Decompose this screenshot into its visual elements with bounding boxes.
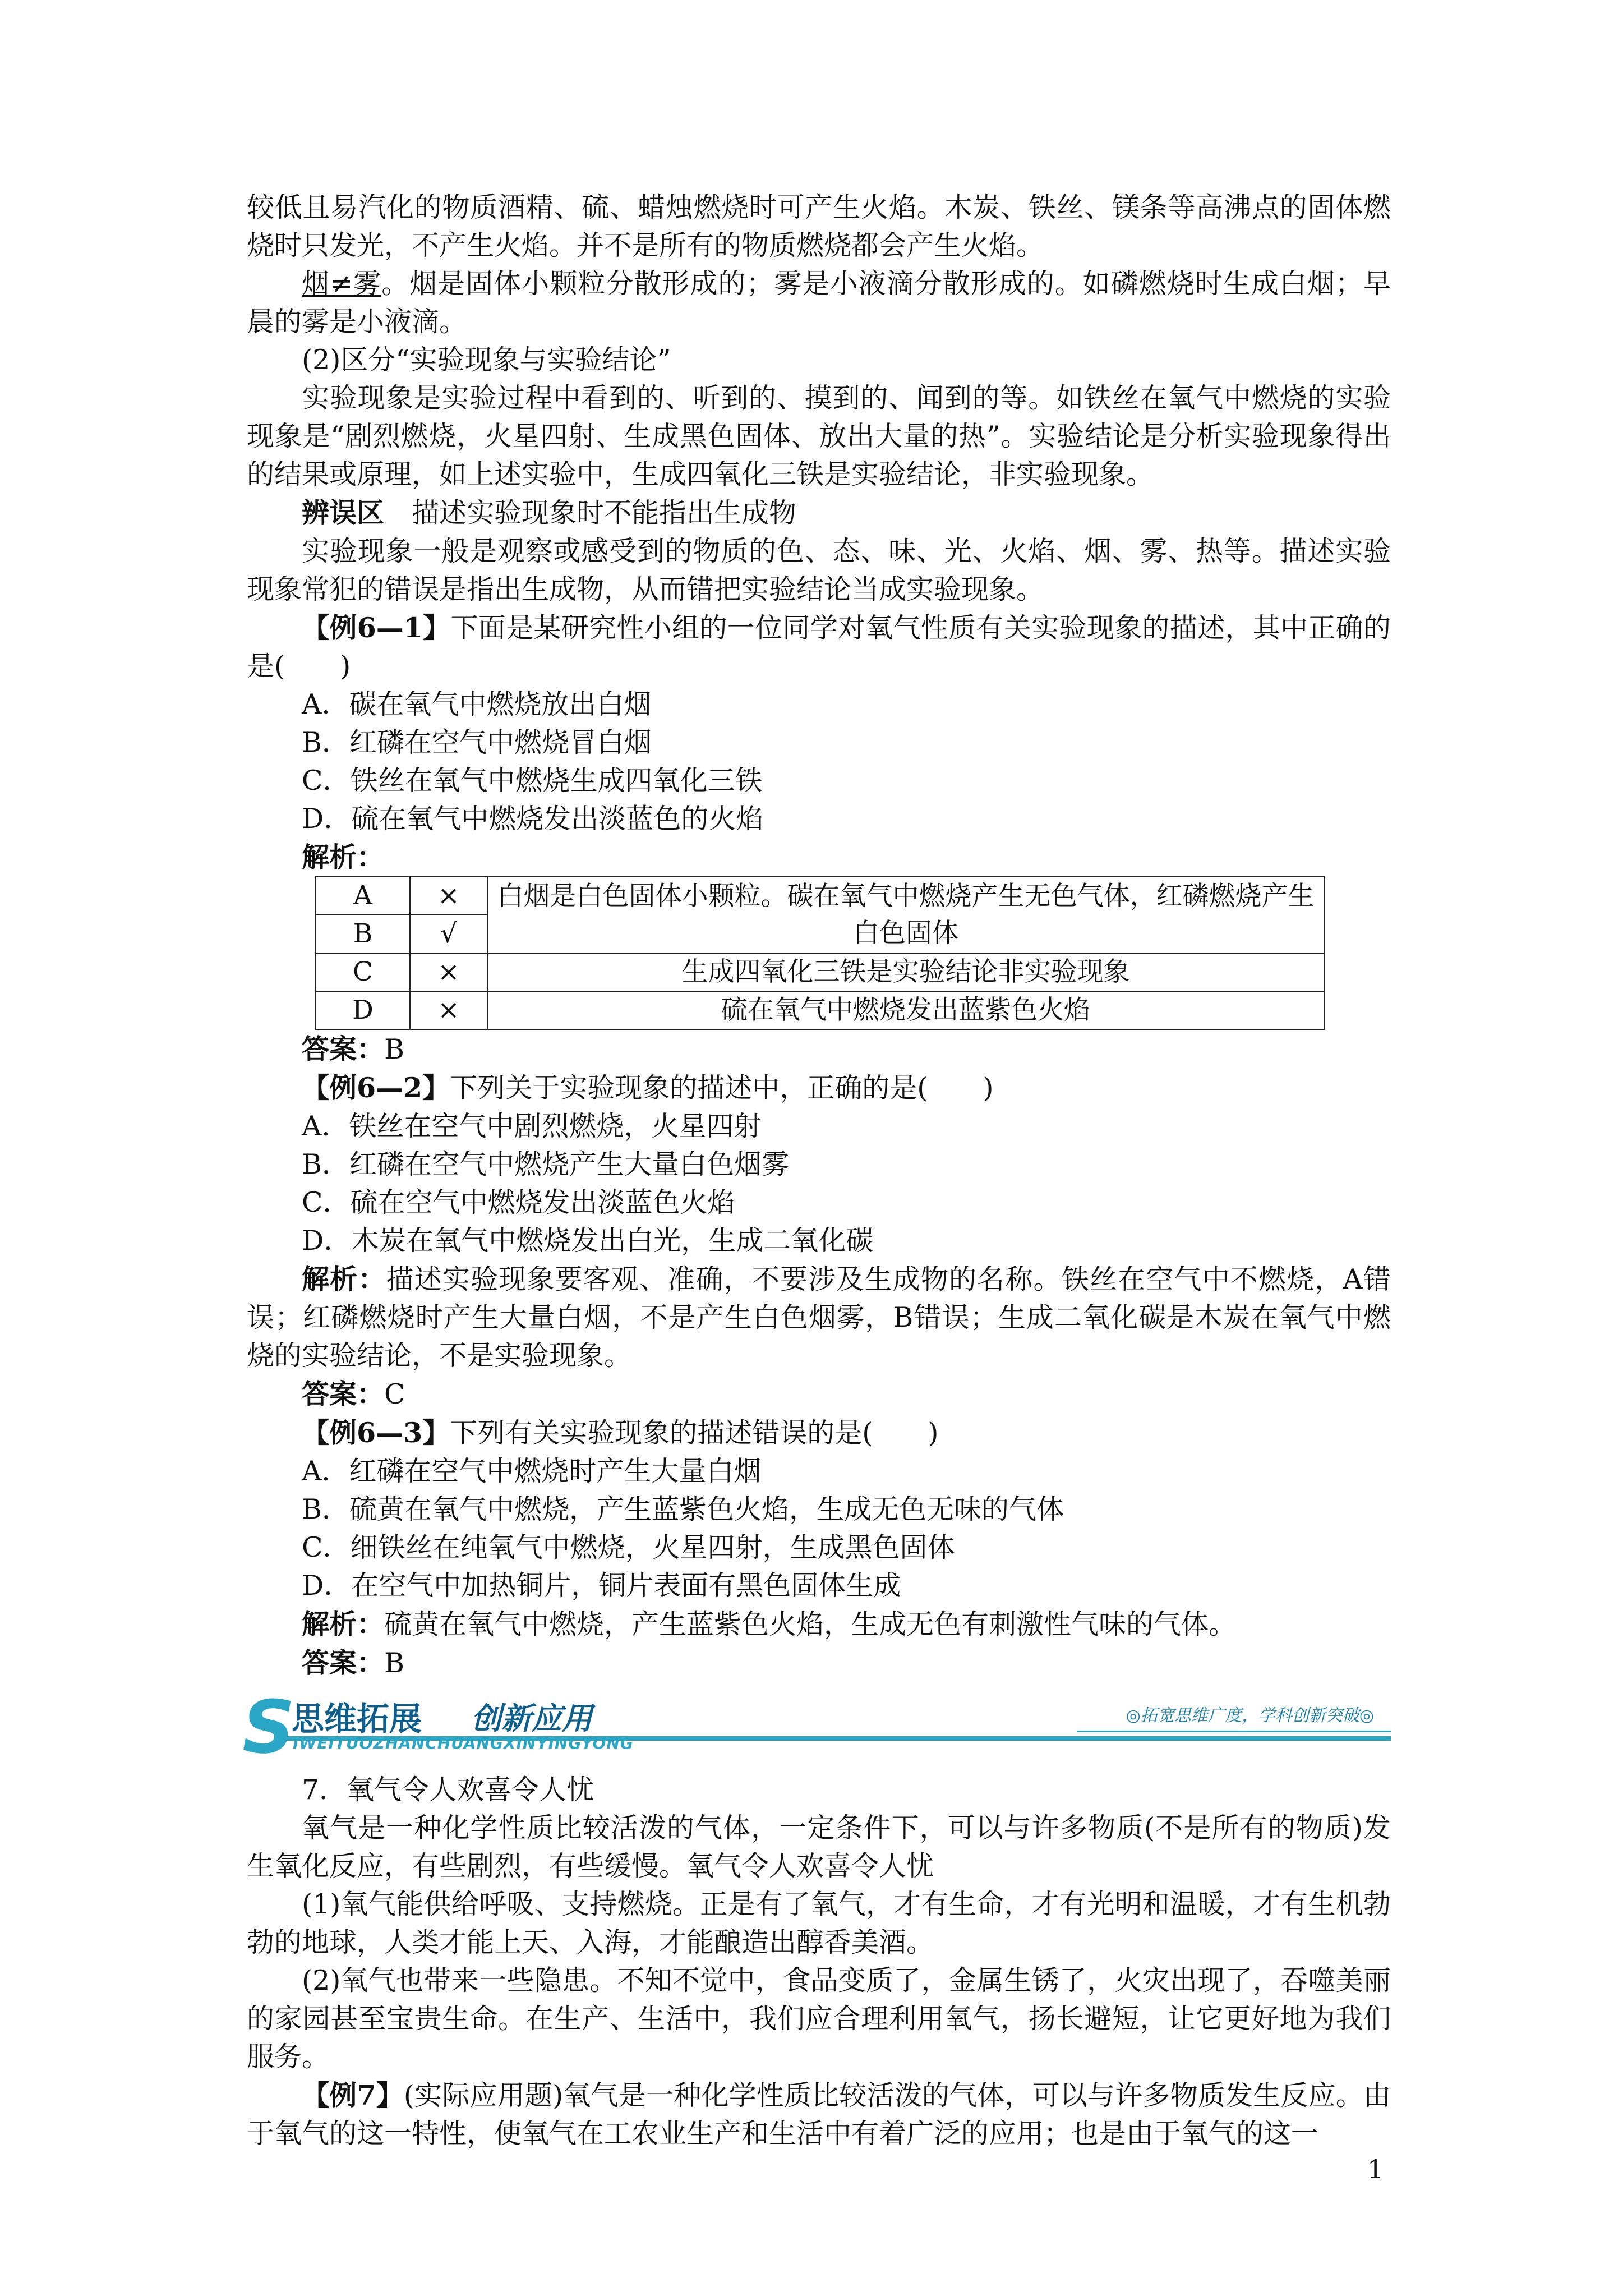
example-6-2-text: 下列关于实验现象的描述中，正确的是( ) bbox=[450, 1072, 994, 1104]
example-6-1-option-b: B．红磷在空气中燃烧冒白烟 bbox=[302, 726, 652, 758]
example-6-3-label: 【例6—3】 bbox=[302, 1416, 450, 1449]
table-row bbox=[316, 991, 1324, 1029]
section-banner bbox=[242, 1685, 1391, 1770]
example-7-text: (实际应用题)氧气是一种化学性质比较活泼的气体，可以与许多物质发生反应。由于氧气的这一特性，使氧气在工农业生产和生活中有着广泛的应用；也是由于氧气的这一 bbox=[247, 2079, 1391, 2150]
banner-slogan: ◎拓宽思维广度，学科创新突破◎ bbox=[1126, 1706, 1374, 1726]
paragraph-smoke-fog bbox=[247, 265, 1391, 341]
example-6-3-question bbox=[247, 1414, 1391, 1452]
table-cell-option: B bbox=[316, 915, 410, 953]
example-6-2-label: 【例6—2】 bbox=[302, 1071, 450, 1104]
paragraph-flame: 较低且易汽化的物质酒精、硫、蜡烛燃烧时可产生火焰。木炭、铁丝、镁条等高沸点的固体燃烧时只发光，不产生火焰。并不是所有的物质燃烧都会产生火焰。 bbox=[247, 191, 1391, 261]
answer-value: B bbox=[384, 1033, 405, 1065]
table-cell-mark: × bbox=[410, 877, 487, 915]
section-7-paragraph-2: (1)氧气能供给呼吸、支持燃烧。正是有了氧气，才有生命，才有光明和温暖，才有生机勃勃的地球，人类才能上天、入海，才能酿造出醇香美酒。 bbox=[247, 1888, 1391, 1958]
mistake-title: 描述实验现象时不能指出生成物 bbox=[412, 497, 797, 529]
section-7-paragraph-1: 氧气是一种化学性质比较活泼的气体，一定条件下，可以与许多物质(不是所有的物质)发生氧化反应，有些剧烈，有些缓慢。氧气令人欢喜令人忧 bbox=[247, 1812, 1391, 1882]
section-7-title: 7．氧气令人欢喜令人忧 bbox=[302, 1774, 594, 1806]
example-6-1-option-a: A．碳在氧气中燃烧放出白烟 bbox=[302, 688, 652, 720]
smoke-fog-text: 。烟是固体小颗粒分散形成的；雾是小液滴分散形成的。如磷燃烧时生成白烟；早晨的雾是小液滴。 bbox=[247, 268, 1391, 338]
example-6-1-text: 下面是某研究性小组的一位同学对氧气性质有关实验现象的描述，其中正确的是( ) bbox=[247, 612, 1391, 682]
mistake-heading bbox=[247, 494, 1391, 532]
example-6-1-option-d: D．硫在氧气中燃烧发出淡蓝色的火焰 bbox=[302, 803, 764, 835]
table-cell-option: C bbox=[316, 953, 410, 991]
table-cell-explanation: 硫在氧气中燃烧发出蓝紫色火焰 bbox=[487, 991, 1324, 1029]
answer-label: 答案： bbox=[302, 1033, 385, 1065]
mistake-label: 辨误区 bbox=[302, 496, 385, 529]
table-cell-mark: × bbox=[410, 953, 487, 991]
answer-label: 答案： bbox=[302, 1378, 385, 1410]
example-6-3-option-d: D．在空气中加热铜片，铜片表面有黑色固体生成 bbox=[302, 1570, 901, 1602]
example-6-2-question bbox=[247, 1069, 1391, 1107]
example-6-1-label: 【例6—1】 bbox=[302, 611, 451, 644]
banner-rule-thin bbox=[1077, 1731, 1391, 1732]
section-heading-distinguish: (2)区分“实验现象与实验结论” bbox=[302, 344, 671, 376]
table-cell-option: D bbox=[316, 991, 410, 1029]
analysis-table bbox=[315, 876, 1325, 1030]
table-cell-mark: × bbox=[410, 991, 487, 1029]
banner-title: 思维拓展 bbox=[292, 1700, 422, 1738]
example-6-3-option-c: C．细铁丝在纯氧气中燃烧，火星四射，生成黑色固体 bbox=[302, 1531, 955, 1563]
paragraph-mistake: 实验现象一般是观察或感受到的物质的色、态、味、光、火焰、烟、雾、热等。描述实验现象常犯的错误是指出生成物，从而错把实验结论当成实验现象。 bbox=[247, 535, 1391, 605]
example-6-2-option-b: B．红磷在空气中燃烧产生大量白色烟雾 bbox=[302, 1148, 790, 1180]
example-6-3-answer bbox=[247, 1644, 1391, 1682]
example-6-1-question bbox=[247, 609, 1391, 685]
example-6-2-option-d: D．木炭在氧气中燃烧发出白光，生成二氧化碳 bbox=[302, 1225, 874, 1257]
example-6-3-option-b: B．硫黄在氧气中燃烧，产生蓝紫色火焰，生成无色无味的气体 bbox=[302, 1493, 1064, 1525]
example-7-label: 【例7】 bbox=[302, 2079, 404, 2111]
answer-label: 答案： bbox=[302, 1646, 385, 1679]
answer-value: B bbox=[384, 1647, 405, 1679]
example-6-3-analysis bbox=[247, 1605, 1391, 1644]
analysis-label: 解析： bbox=[302, 1263, 386, 1295]
table-cell-explanation: 生成四氧化三铁是实验结论非实验现象 bbox=[487, 953, 1324, 991]
smoke-fog-heading: 烟≠雾 bbox=[302, 268, 382, 300]
paragraph-phenomenon-conclusion: 实验现象是实验过程中看到的、听到的、摸到的、闻到的等。如铁丝在氧气中燃烧的实验现象是“剧烈燃烧，火星四射、生成黑色固体、放出大量的热”。实验结论是分析实验现象得出的结果或原理，如上述实验中，生成四氧化三铁是实验结论，非实验现象。 bbox=[247, 382, 1391, 490]
example-6-3-option-a: A．红磷在空气中燃烧时产生大量白烟 bbox=[302, 1455, 762, 1487]
banner-pinyin: IWEITUOZHANCHUANGXINYINGYONG bbox=[293, 1734, 634, 1752]
page-number: 1 bbox=[1367, 2154, 1384, 2184]
table-cell-option: A bbox=[316, 877, 410, 915]
table-row bbox=[316, 877, 1324, 915]
example-6-1-answer bbox=[247, 1030, 1391, 1069]
banner-subtitle: 创新应用 bbox=[471, 1701, 592, 1736]
analysis-text: 描述实验现象要客观、准确，不要涉及生成物的名称。铁丝在空气中不燃烧，A错误；红磷燃烧时产生大量白烟，不是产生白色烟雾，B错误；生成二氧化碳是木炭在氧气中燃烧的实验结论，不是实验现象。 bbox=[247, 1263, 1391, 1372]
example-6-1-option-c: C．铁丝在氧气中燃烧生成四氧化三铁 bbox=[302, 765, 763, 797]
example-6-3-text: 下列有关实验现象的描述错误的是( ) bbox=[450, 1417, 939, 1449]
analysis-label: 解析： bbox=[302, 1608, 385, 1640]
section-7-paragraph-3: (2)氧气也带来一些隐患。不知不觉中，食品变质了，金属生锈了，火灾出现了，吞噬美丽的家园甚至宝贵生命。在生产、生活中，我们应合理利用氧气，扬长避短，让它更好地为我们服务。 bbox=[247, 1964, 1391, 2073]
answer-value: C bbox=[384, 1378, 405, 1410]
table-cell-explanation: 白烟是白色固体小颗粒。碳在氧气中燃烧产生无色气体，红磷燃烧产生白色固体 bbox=[487, 877, 1324, 953]
banner-s-logo: S bbox=[242, 1685, 295, 1770]
example-6-1-analysis-label: 解析： bbox=[302, 841, 385, 873]
example-6-2-option-a: A．铁丝在空气中剧烈燃烧，火星四射 bbox=[302, 1110, 762, 1142]
example-6-2-option-c: C．硫在空气中燃烧发出淡蓝色火焰 bbox=[302, 1186, 735, 1218]
page-content bbox=[242, 188, 1391, 2153]
analysis-text: 硫黄在氧气中燃烧，产生蓝紫色火焰，生成无色有刺激性气味的气体。 bbox=[384, 1608, 1237, 1640]
example-7-question bbox=[247, 2076, 1391, 2153]
table-cell-mark: √ bbox=[410, 915, 487, 953]
example-6-2-analysis bbox=[247, 1260, 1391, 1375]
table-row bbox=[316, 953, 1324, 991]
example-6-2-answer bbox=[247, 1375, 1391, 1414]
